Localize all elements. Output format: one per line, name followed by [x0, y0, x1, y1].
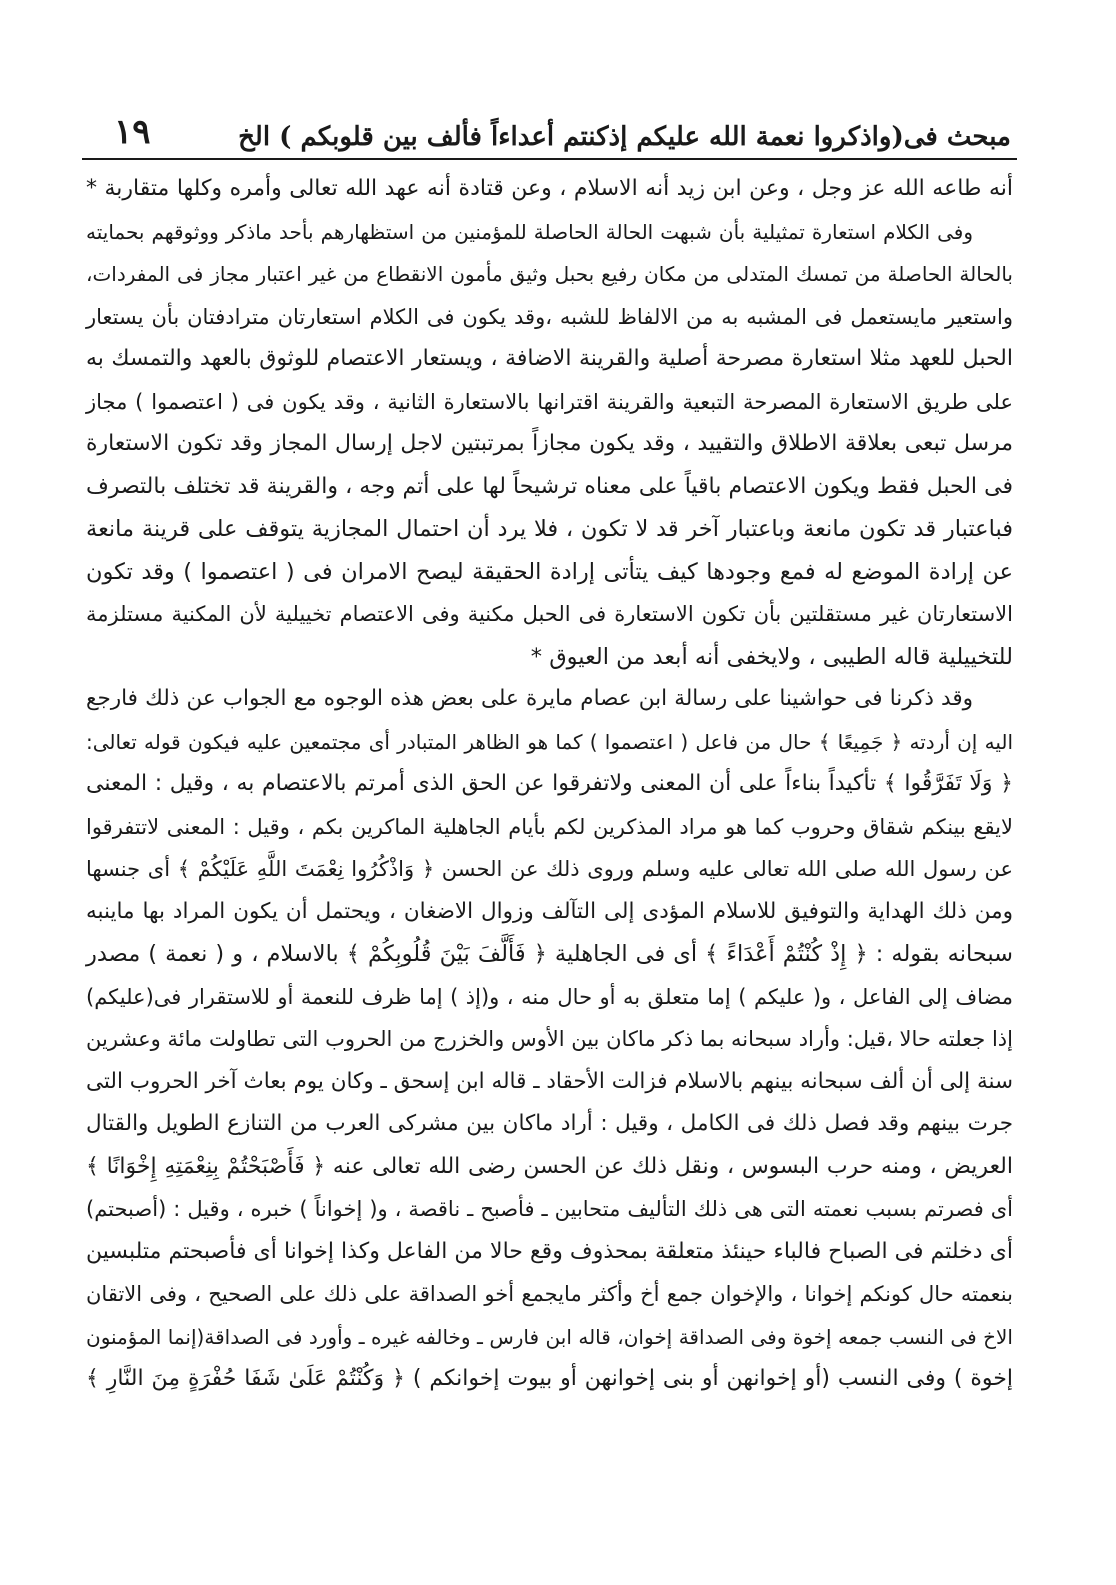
text-line: إذا جعلته حالا ،قيل: وأراد سبحانه بما ذكر ماكان بين الأوس والخزرج من الحروب التى تطاولت مائة وعشرين: [86, 1027, 1013, 1051]
text-line: عن إرادة الموضع له فمع وجودها كيف يتأتى إرادة الحقيقة ليصح الامران فى ( اعتصموا ) وقد تكون: [86, 558, 1013, 585]
text-line: بنعمته حال كونكم إخوانا ، والإخوان جمع أخ وأكثر مايجمع أخو الصداقة على ذلك على الصحيح ، وفى الاتقان: [86, 1282, 1013, 1306]
text-line: الاخ فى النسب جمعه إخوة وفى الصداقة إخوان، قاله ابن فارس ـ وخالفه غيره ـ وأورد فى الصداقة(إنما المؤمنون: [86, 1324, 1013, 1349]
text-line: الاستعارتان غير مستقلتين بأن تكون الاستعارة فى الحبل مكنية وفى الاعتصام تخييلية لأن المكنية مستلزمة: [86, 602, 1013, 626]
running-title: مبحث فى(واذكروا نعمة الله عليكم إذكنتم أعداءاً فألف بين قلوبكم ) الخ: [238, 122, 1011, 152]
text-line: سبحانه بقوله : ﴿ إِذْ كُنْتُمْ أَعْدَاءً ﴾ أى فى الجاهلية ﴿ فَأَلَّفَ بَيْنَ قُلُوبِكُمْ ﴾ بالاسلام ، و ( نعمة ) مصدر: [86, 941, 1013, 967]
text-line: سنة إلى أن ألف سبحانه بينهم بالاسلام فزالت الأحقاد ـ قاله ابن إسحق ـ وكان يوم بعاث آخر الحروب التى: [86, 1068, 1013, 1094]
page-header: [82, 100, 1017, 160]
text-line: العريض ، ومنه حرب البسوس ، ونقل ذلك عن الحسن رضى الله تعالى عنه ﴿ فَأَصْبَحْتُمْ بِنِعْمَتِهِ إِخْوَانًا ﴾: [86, 1153, 1013, 1179]
text-line: وقد ذكرنا فى حواشينا على رسالة ابن عصام مايرة على بعض هذه الوجوه مع الجواب عن ذلك فارجع: [86, 686, 973, 711]
text-line: جرت بينهم وقد فصل ذلك فى الكامل ، وقيل : أراد ماكان بين مشركى العرب من التنازع الطويل والقتال: [86, 1111, 1013, 1136]
text-line: أنه طاعه الله عز وجل ، وعن ابن زيد أنه الاسلام ، وعن قتادة أنه عهد الله تعالى وأمره وكلها متقاربة *: [86, 176, 1013, 201]
text-line: فباعتبار قد تكون مانعة وباعتبار آخر قد لا تكون ، فلا يرد أن احتمال المجازية يتوقف على قرينة مانعة: [86, 516, 1013, 542]
book-page: [82, 100, 1017, 1550]
text-line: مضاف إلى الفاعل ، و( عليكم ) إما متعلق به أو حال منه ، و(إذ ) إما ظرف للنعمة أو للاستقرار فى(عليكم): [86, 984, 1013, 1009]
text-line: فى الحبل فقط ويكون الاعتصام باقياً على معناه ترشيحاً لها على أتم وجه ، والقرينة قد تختلف بالتصرف: [86, 473, 1013, 499]
text-line: بالحالة الحاصلة من تمسك المتدلى من مكان رفيع بحبل وثيق مأمون الانقطاع من غير اعتبار مجاز فى المفردات،: [86, 262, 1013, 286]
text-line: على طريق الاستعارة المصرحة التبعية والقرينة اقترانها بالاستعارة الثانية ، وقد يكون فى ( اعتصموا ) مجاز: [86, 389, 1013, 414]
text-line: اليه إن أردته ﴿ جَمِيعًا ﴾ حال من فاعل ( اعتصموا ) كما هو الظاهر المتبادر أى مجتمعين عليه فيكون قوله تعالى:: [86, 729, 1013, 754]
text-line: أى دخلتم فى الصباح فالباء حينئذ متعلقة بمحذوف وقع حالا من الفاعل وكذا إخوانا أى فأصبحتم متلبسين: [86, 1238, 1013, 1264]
text-line: واستعير مايستعمل فى المشبه به من الالفاظ للشبه ،وقد يكون فى الكلام استعارتان مترادفتان بأن يستعار: [86, 304, 1013, 329]
text-line: ﴿ وَلَا تَفَرَّقُوا ﴾ تأكيداً بناءاً على أن المعنى ولاتفرقوا عن الحق الذى أمرتم بالاعتصام به ، وقيل : المعنى: [86, 771, 1013, 796]
page-body: [82, 168, 1017, 1401]
text-line: مرسل تبعى بعلاقة الاطلاق والتقييد ، وقد يكون مجازاً بمرتبتين لاجل إرسال المجاز وقد تكون الاستعارة: [86, 431, 1013, 456]
text-line: ومن ذلك الهداية والتوفيق للاسلام المؤدى إلى التآلف وزوال الاضغان ، ويحتمل أن يكون المراد بها ماينبه: [86, 898, 1013, 924]
text-line: الحبل للعهد مثلا استعارة مصرحة أصلية والقرينة الاضافة ، ويستعار الاعتصام للوثوق بالعهد والتمسك به: [86, 346, 1013, 371]
text-line: أى فصرتم بسبب نعمته التى هى ذلك التأليف متحابين ـ فأصبح ـ ناقصة ، و( إخواناً ) خبره ، وقيل : (أصبحتم): [86, 1197, 1013, 1221]
text-line: لايقع بينكم شقاق وحروب كما هو مراد المذكرين لكم بأيام الجاهلية الماكرين بكم ، وقيل : المعنى لاتتفرقوا: [86, 814, 1013, 839]
text-line: للتخييلية قاله الطيبى ، ولايخفى أنه أبعد من العيوق *: [530, 643, 1013, 670]
text-line: عن رسول الله صلى الله تعالى عليه وسلم وروى ذلك عن الحسن ﴿ وَاذْكُرُوا نِعْمَتَ اللَّهِ عَلَيْكُمْ ﴾ أى جنسها: [86, 857, 1013, 881]
text-line: إخوة ) وفى النسب (أو إخوانهن أو بنى إخوانهن أو بيوت إخوانكم ) ﴿ وَكُنْتُمْ عَلَىٰ شَفَا حُفْرَةٍ مِنَ النَّارِ ﴾: [86, 1366, 1013, 1391]
page-number: ١٩: [114, 112, 151, 152]
text-line: وفى الكلام استعارة تمثيلية بأن شبهت الحالة الحاصلة للمؤمنين من استظهارهم بأحد ماذكر ووثوقهم بحمايته: [86, 219, 973, 244]
